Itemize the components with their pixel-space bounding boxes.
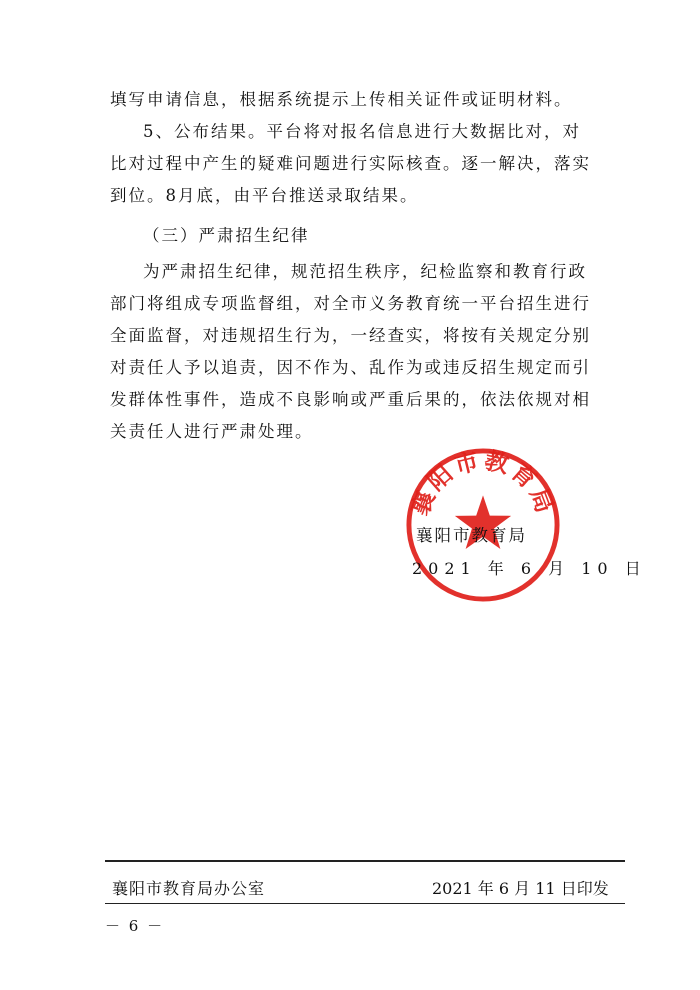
signature-date: 2021 年 6 月 10 日 xyxy=(412,559,647,578)
body-line-9: 对责任人予以追责，因不作为、乱作为或违反招生规定而引 xyxy=(110,358,591,377)
body-line-6: 为严肃招生纪律，规范招生秩序，纪检监察和教育行政 xyxy=(143,262,587,281)
body-line-3: 比对过程中产生的疑难问题进行实际核查。逐一解决，落实 xyxy=(110,154,591,173)
seal-text: 襄阳市教育局 xyxy=(405,446,561,520)
body-line-11: 关责任人进行严肃处理。 xyxy=(110,422,314,441)
signature-org: 襄阳市教育局 xyxy=(416,526,527,545)
page-number: － 6 － xyxy=(105,917,165,935)
body-line-4: 到位。8月底，由平台推送录取结果。 xyxy=(110,186,419,205)
footer-issue-date: 2021 年 6 月 11 日印发 xyxy=(432,879,609,898)
footer-issuer: 襄阳市教育局办公室 xyxy=(112,879,266,898)
body-line-8: 全面监督，对违规招生行为，一经查实，将按有关规定分别 xyxy=(110,326,591,345)
section-heading: （三）严肃招生纪律 xyxy=(143,226,310,245)
body-line-2: 5、公布结果。平台将对报名信息进行大数据比对，对 xyxy=(143,122,581,141)
body-line-10: 发群体性事件，造成不良影响或严重后果的，依法依规对相 xyxy=(110,390,591,409)
footer-top-rule xyxy=(105,860,625,862)
footer-bottom-rule xyxy=(105,903,625,904)
body-line-1: 填写申请信息，根据系统提示上传相关证件或证明材料。 xyxy=(110,90,573,109)
body-line-7: 部门将组成专项监督组，对全市义务教育统一平台招生进行 xyxy=(110,294,591,313)
